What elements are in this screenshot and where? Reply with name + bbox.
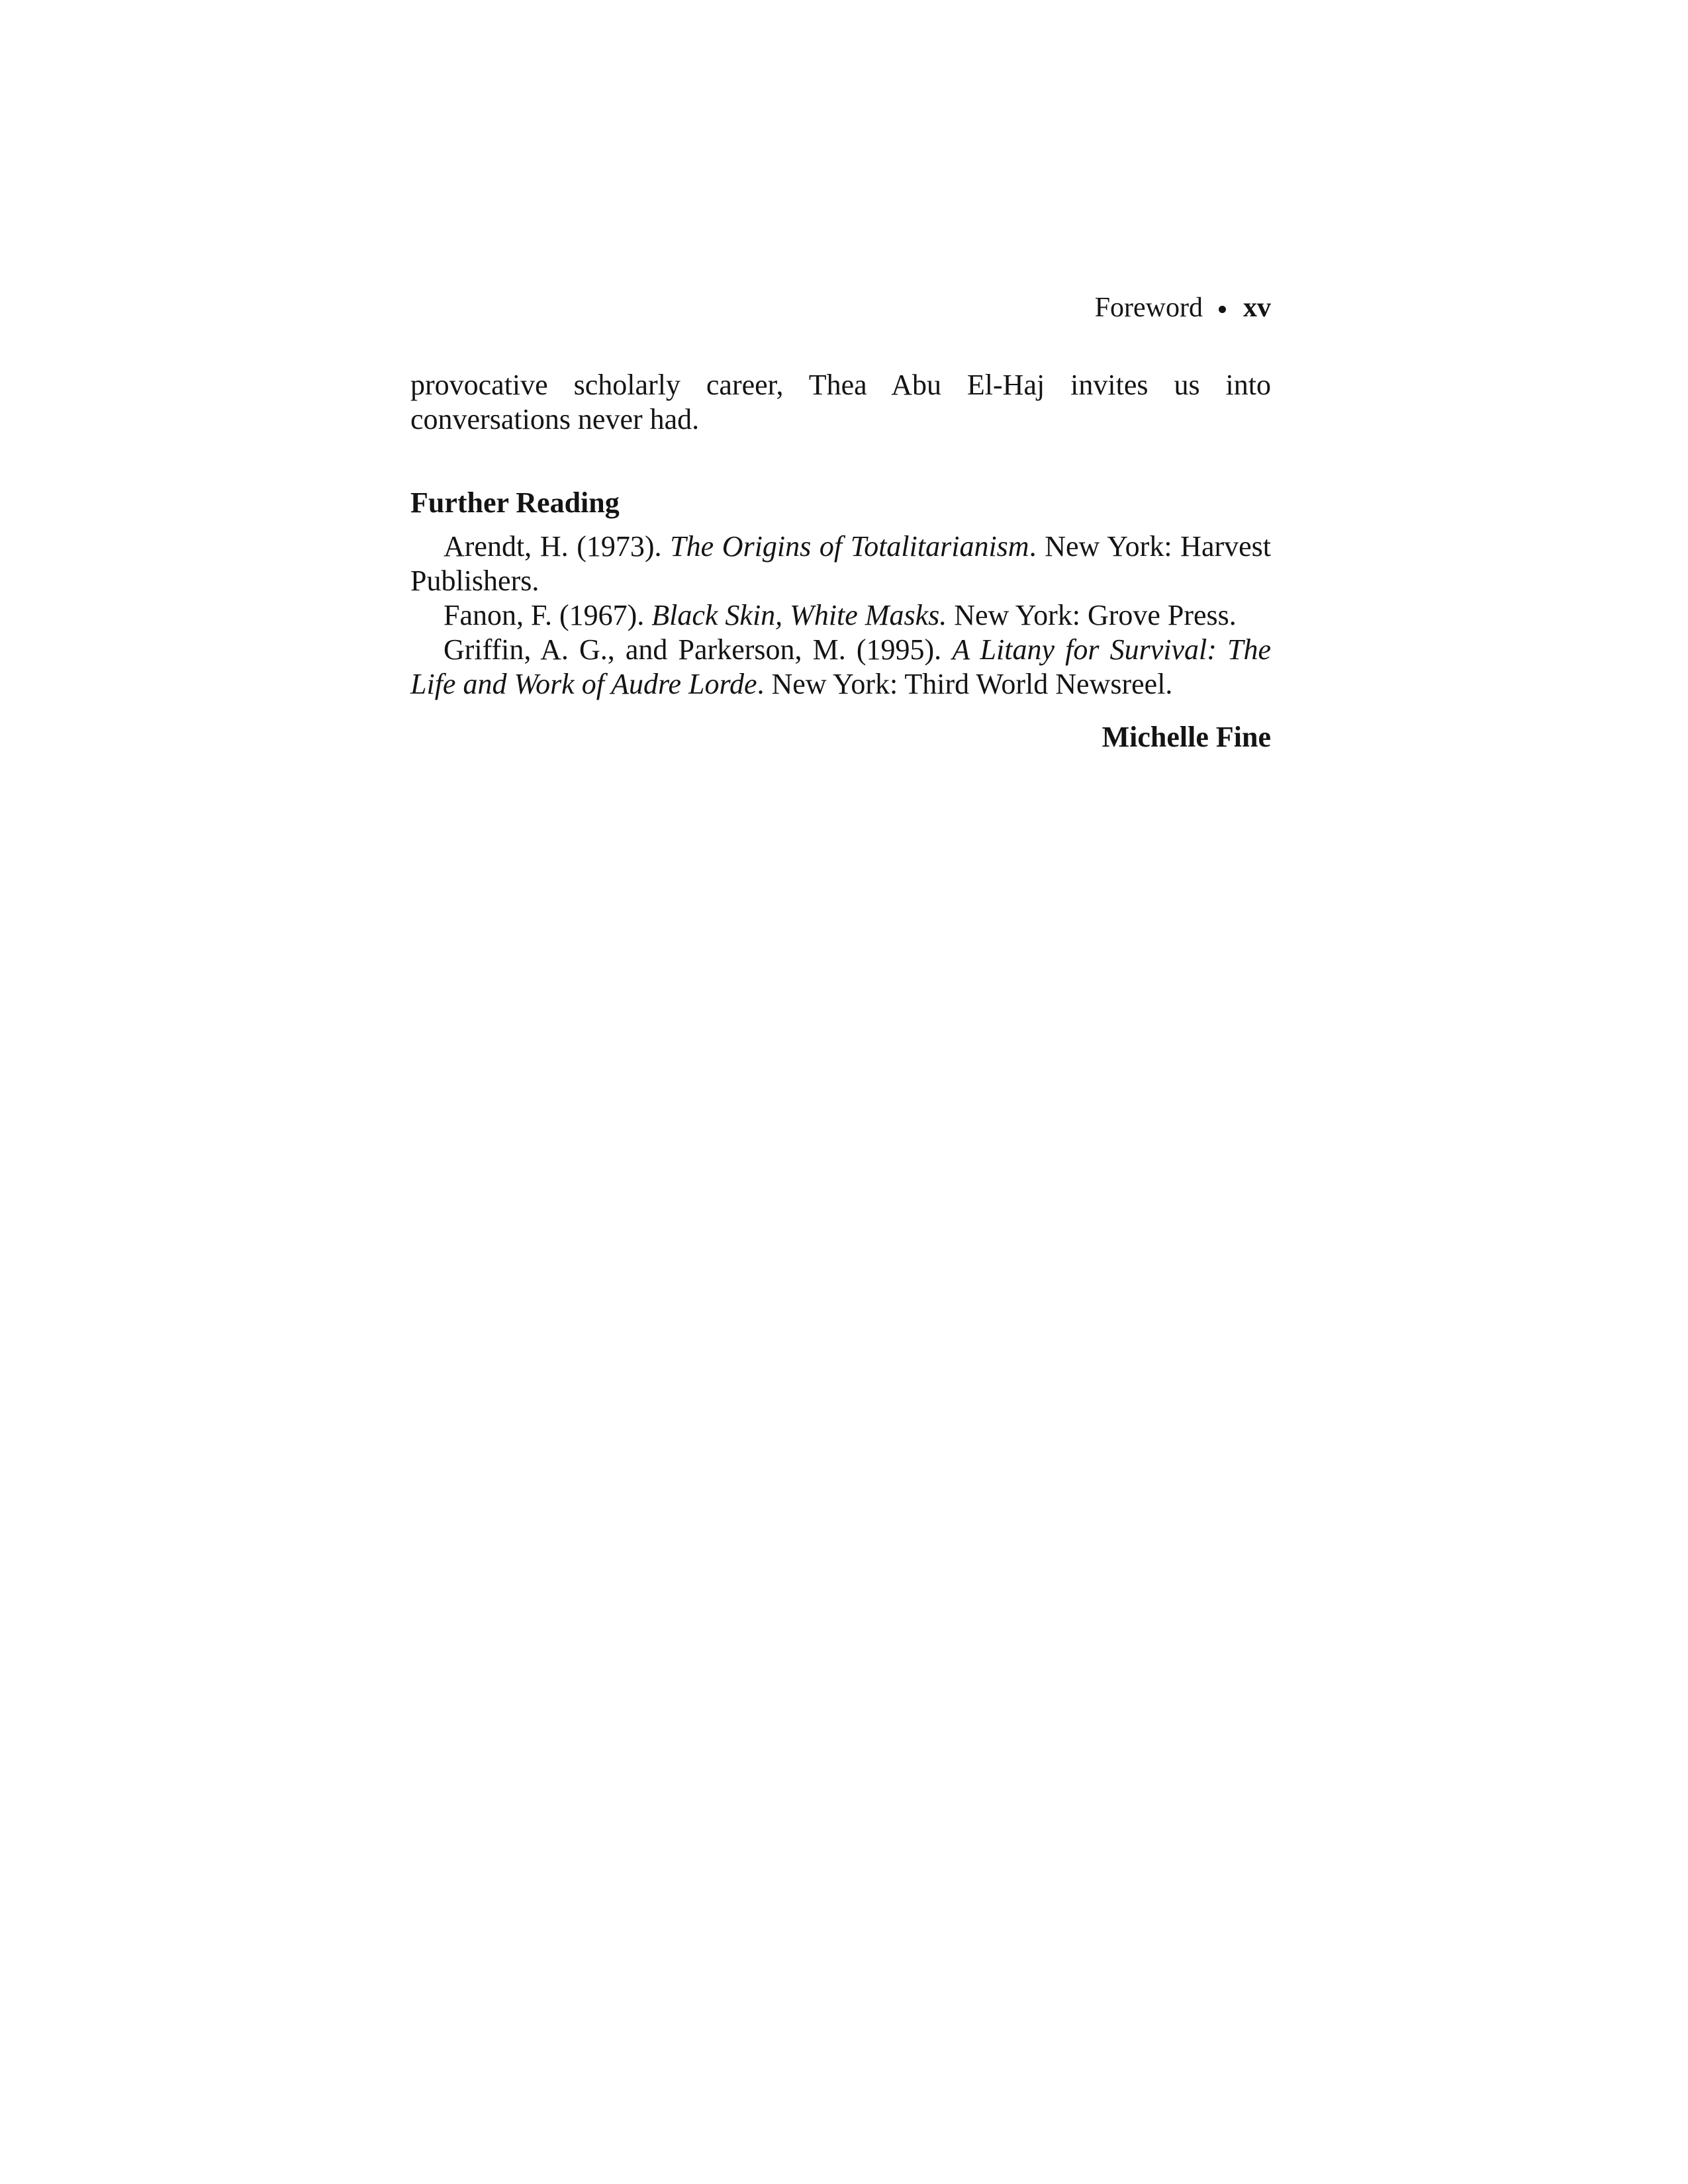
running-head-section: Foreword xyxy=(1094,293,1203,323)
reference-publisher: New York: Grove Press. xyxy=(947,599,1237,631)
reference-list xyxy=(410,529,1271,702)
reference-title: The Origins of Totalitarianism xyxy=(670,530,1029,563)
bullet-separator-icon xyxy=(1219,306,1226,313)
page-number: xv xyxy=(1243,293,1271,323)
running-head xyxy=(1095,291,1271,324)
reference-author-year: Fanon, F. (1967). xyxy=(444,599,652,631)
reference-item xyxy=(410,598,1271,633)
reference-author-year: Griffin, A. G., and Parkerson, M. (1995). xyxy=(444,633,953,666)
reference-item xyxy=(410,529,1271,598)
author-signature: Michelle Fine xyxy=(1102,721,1271,753)
reference-title: Black Skin, White Masks. xyxy=(651,599,947,631)
reference-publisher: . New York: Harvest Publishers. xyxy=(410,530,1272,597)
body-paragraph: provocative scholarly career, Thea Abu El-Haj invites us into conversations never had. xyxy=(410,369,1271,435)
reference-publisher: . New York: Third World Newsreel. xyxy=(757,668,1173,700)
reference-title: A Litany for Survival: The Life and Work of Audre Lorde xyxy=(410,633,1271,700)
reference-author-year: Arendt, H. (1973). xyxy=(444,530,671,563)
further-reading-heading: Further Reading xyxy=(410,486,620,519)
reference-item xyxy=(410,633,1271,702)
